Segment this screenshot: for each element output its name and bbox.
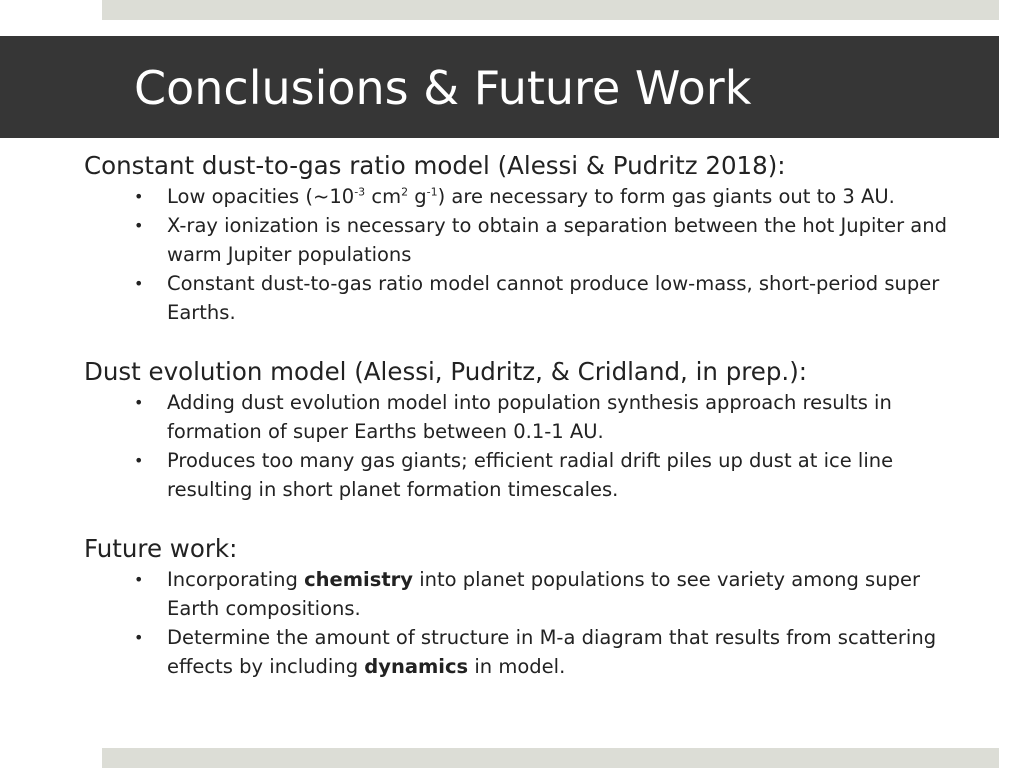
bullet-icon: •: [134, 451, 144, 470]
section-spacer: [84, 327, 964, 356]
bullet-icon: •: [134, 393, 144, 412]
bullet-list: [84, 182, 964, 327]
list-item: [84, 446, 952, 504]
list-item: [84, 182, 952, 211]
bullet-text-part: into planet populations to see variety among super Earth compositions.: [167, 568, 920, 620]
superscript: -3: [354, 185, 366, 199]
bullet-text-part: Incorporating: [167, 568, 305, 591]
section-constant-dust-to-gas: [84, 150, 964, 327]
bullet-text-part: Determine the amount of structure in M-a diagram that results from scattering effects by including: [167, 626, 937, 678]
section-spacer: [84, 504, 964, 533]
superscript: 2: [401, 185, 409, 199]
bullet-icon: •: [134, 570, 144, 589]
section-heading: Future work:: [84, 534, 238, 563]
list-item: [84, 269, 952, 327]
bullet-text: Produces too many gas giants; efficient radial drift piles up dust at ice line resulting in short planet formation timescales.: [167, 449, 894, 501]
list-item: [84, 623, 952, 681]
section-future-work: [84, 533, 964, 681]
section-heading: Dust evolution model (Alessi, Pudritz, & Cridland, in prep.):: [84, 357, 808, 386]
bullet-text-part: cm: [365, 185, 402, 208]
list-item: [84, 211, 952, 269]
bullet-text-part: ) are necessary to form gas giants out to 3 AU.: [437, 185, 895, 208]
slide-content: [84, 150, 964, 681]
section-dust-evolution: [84, 356, 964, 504]
bullet-list: [84, 388, 964, 504]
bullet-text-part: Low opacities (~10: [167, 185, 355, 208]
slide-title: Conclusions & Future Work: [134, 61, 752, 115]
bullet-icon: •: [134, 628, 144, 647]
list-item: [84, 388, 952, 446]
bullet-text-part: g: [408, 185, 427, 208]
bullet-text: Constant dust-to-gas ratio model cannot produce low-mass, short-period super Earths.: [167, 272, 940, 324]
bullet-icon: •: [134, 187, 144, 206]
bullet-icon: •: [134, 274, 144, 293]
list-item: [84, 565, 952, 623]
top-decorative-band: [102, 0, 999, 20]
bold-keyword: chemistry: [304, 568, 413, 591]
bold-keyword: dynamics: [364, 655, 469, 678]
superscript: -1: [426, 185, 438, 199]
bullet-text: Adding dust evolution model into population synthesis approach results in formation of super Earths between 0.1-1 AU.: [167, 391, 892, 443]
bullet-list: [84, 565, 964, 681]
bottom-decorative-band: [102, 748, 999, 768]
section-heading: Constant dust-to-gas ratio model (Alessi & Pudritz 2018):: [84, 151, 786, 180]
bullet-icon: •: [134, 216, 144, 235]
bullet-text: X-ray ionization is necessary to obtain a separation between the hot Jupiter and warm Jupiter populations: [167, 214, 947, 266]
bullet-text-part: in model.: [468, 655, 566, 678]
